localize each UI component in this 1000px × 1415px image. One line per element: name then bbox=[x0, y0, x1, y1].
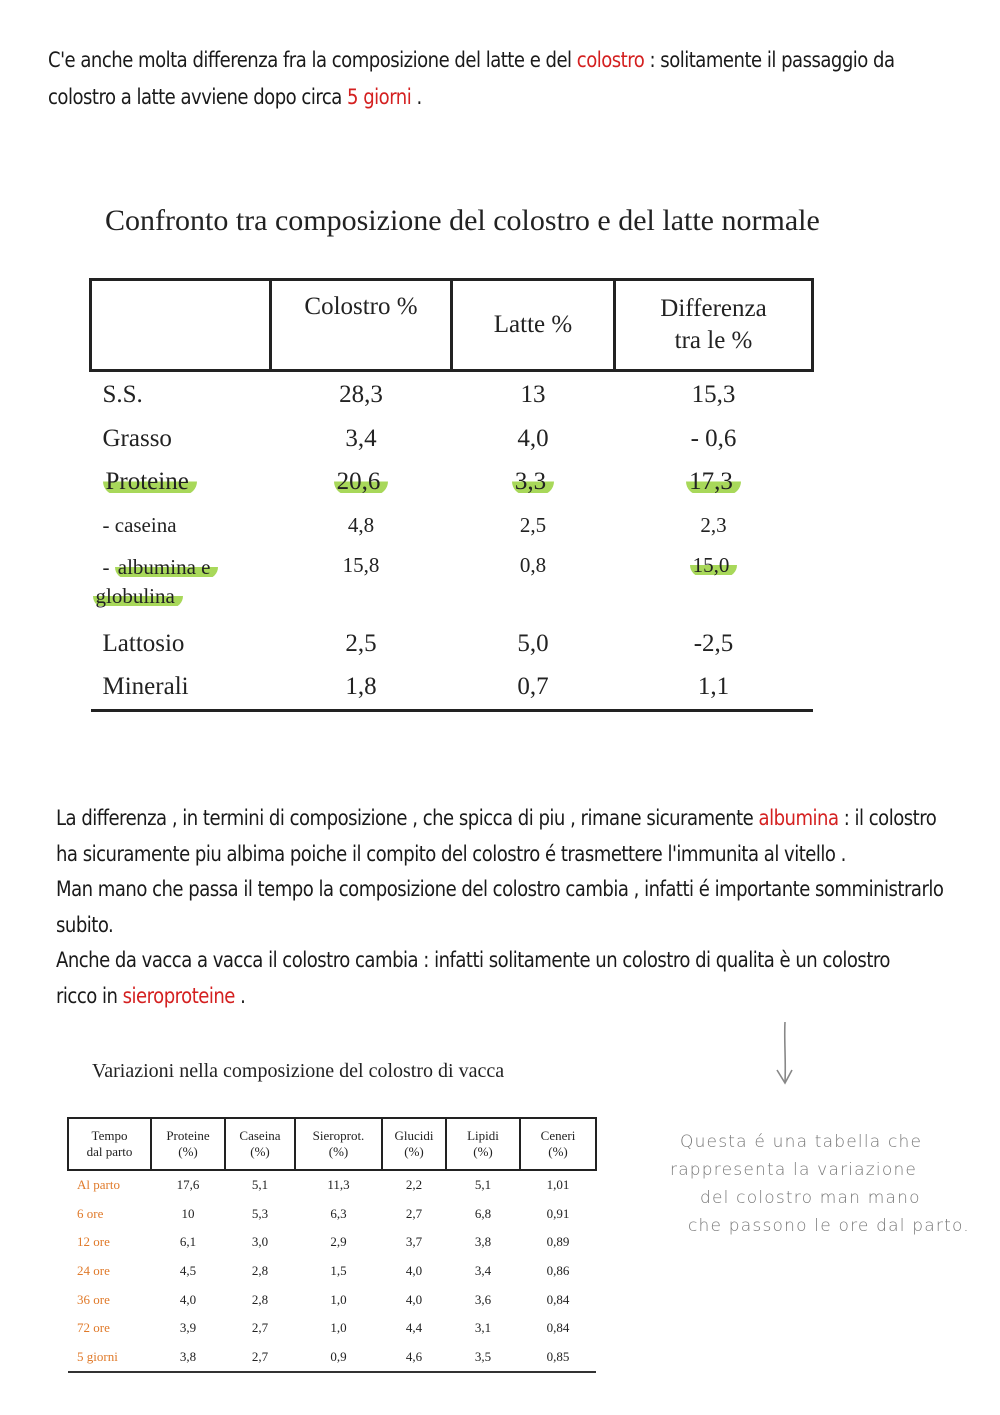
cell-proteine: 4,5 bbox=[179, 1263, 197, 1279]
header-lipidi bbox=[446, 1118, 520, 1170]
cell-time: Al parto bbox=[77, 1177, 120, 1193]
cell-lipidi: 3,4 bbox=[474, 1263, 492, 1279]
cell-sieroprot: 2,9 bbox=[330, 1234, 347, 1250]
intro-line-1 bbox=[48, 42, 895, 78]
cell-latte: 0,8 bbox=[519, 552, 547, 577]
intro-text: . bbox=[411, 85, 422, 109]
variation-table bbox=[67, 1117, 597, 1373]
header-text: (%) bbox=[548, 1144, 568, 1159]
row-label-highlighted: Proteine bbox=[103, 468, 197, 495]
table-header-row bbox=[68, 1118, 596, 1170]
note-line: che passono le ore dal parto. bbox=[688, 1216, 970, 1236]
para-text: La differenza , in termini di composizione , che spicca di piu , rimane sicuramente bbox=[56, 806, 759, 830]
header-text: Proteine bbox=[166, 1128, 210, 1143]
cell-diff: - 0,6 bbox=[690, 425, 737, 452]
table-row bbox=[68, 1170, 596, 1200]
table2-title: Variazioni nella composizione del colostro di vacca bbox=[92, 1060, 505, 1082]
header-differenza: Differenza tra le % bbox=[615, 280, 813, 371]
cell-caseina: 2,7 bbox=[225, 1343, 295, 1373]
cell-sieroprot: 0,9 bbox=[295, 1343, 382, 1373]
cell-proteine: 3,9 bbox=[179, 1320, 197, 1336]
cell-lipidi: 3,8 bbox=[474, 1234, 492, 1250]
cell-time: 72 ore bbox=[77, 1320, 110, 1336]
header-text: (%) bbox=[473, 1144, 493, 1159]
comparison-table bbox=[89, 278, 814, 712]
cell-diff: -2,5 bbox=[693, 630, 734, 657]
keyword-sieroproteine: sieroproteine bbox=[122, 984, 235, 1008]
cell-latte: 13 bbox=[520, 380, 546, 408]
cell-diff: 1,1 bbox=[615, 666, 813, 711]
note-line: Questa é una tabella che bbox=[680, 1132, 923, 1152]
header-tempo bbox=[68, 1118, 151, 1170]
cell-colostro: 3,4 bbox=[345, 425, 377, 452]
header-text: dal parto bbox=[86, 1144, 133, 1159]
cell-glucidi: 4,0 bbox=[405, 1291, 423, 1307]
cell-sieroprot: 1,0 bbox=[330, 1291, 347, 1307]
header-text: Caseina bbox=[239, 1128, 281, 1143]
table-row bbox=[68, 1285, 596, 1314]
para-line-2: ha sicuramente piu albima poiche il compito del colostro é trasmettere l'immunita al vitello . bbox=[56, 842, 846, 866]
cell-colostro: 28,3 bbox=[339, 380, 383, 408]
table-row bbox=[91, 504, 813, 547]
para-text: : il colostro bbox=[838, 806, 937, 830]
cell-glucidi: 2,2 bbox=[405, 1177, 423, 1193]
cell-ceneri: 1,01 bbox=[546, 1177, 570, 1193]
handwritten-note bbox=[670, 1128, 990, 1240]
cell-proteine: 3,8 bbox=[151, 1343, 225, 1373]
table-row bbox=[68, 1314, 596, 1343]
cell-proteine: 6,1 bbox=[179, 1234, 197, 1250]
cell-colostro-highlighted: 20,6 bbox=[334, 468, 389, 495]
row-label: Lattosio bbox=[102, 630, 185, 657]
table-row bbox=[68, 1200, 596, 1229]
cell-colostro: 2,5 bbox=[345, 630, 377, 657]
header-text: (%) bbox=[404, 1144, 424, 1159]
cell-time: 24 ore bbox=[77, 1263, 110, 1279]
keyword-albumina: albumina bbox=[758, 806, 839, 830]
cell-sieroprot: 1,5 bbox=[330, 1263, 347, 1279]
cell-lipidi: 3,5 bbox=[446, 1343, 520, 1373]
cell-glucidi: 4,0 bbox=[405, 1263, 423, 1279]
cell-diff: 2,3 bbox=[700, 512, 727, 537]
para-line-5: Anche da vacca a vacca il colostro cambia : infatti solitamente un colostro di qualita è un colostro bbox=[56, 948, 890, 972]
cell-lipidi: 3,1 bbox=[474, 1320, 492, 1336]
header-ceneri bbox=[520, 1118, 596, 1170]
para-text: . bbox=[234, 984, 246, 1008]
cell-time: 5 giorni bbox=[68, 1343, 151, 1373]
intro-text: colostro a latte avviene dopo circa bbox=[48, 85, 348, 109]
cell-sieroprot: 11,3 bbox=[327, 1177, 350, 1193]
table1-title: Confronto tra composizione del colostro e del latte normale bbox=[105, 204, 820, 237]
table-row bbox=[91, 418, 813, 461]
cell-latte: 2,5 bbox=[519, 512, 547, 537]
intro-text: C'e anche molta differenza fra la composizione del latte e del bbox=[48, 48, 577, 72]
cell-caseina: 2,7 bbox=[251, 1320, 269, 1336]
cell-caseina: 5,3 bbox=[251, 1205, 269, 1221]
table-row bbox=[68, 1257, 596, 1286]
intro-line-2 bbox=[48, 79, 422, 115]
cell-caseina: 3,0 bbox=[251, 1234, 269, 1250]
header-empty bbox=[91, 280, 271, 371]
para-line-1 bbox=[56, 800, 936, 836]
cell-time: 12 ore bbox=[77, 1234, 110, 1250]
label-albumina-highlighted: albumina e bbox=[115, 555, 219, 579]
cell-colostro: 1,8 bbox=[271, 666, 452, 711]
row-label: - caseina bbox=[102, 512, 177, 537]
row-label: S.S. bbox=[102, 380, 143, 408]
cell-ceneri: 0,91 bbox=[546, 1205, 570, 1221]
cell-caseina: 2,8 bbox=[251, 1263, 269, 1279]
header-latte: Latte % bbox=[452, 280, 615, 371]
cell-proteine: 10 bbox=[181, 1205, 195, 1221]
cell-colostro: 4,8 bbox=[347, 512, 375, 537]
cell-latte-highlighted: 3,3 bbox=[512, 468, 554, 495]
cell-latte: 0,7 bbox=[452, 666, 615, 711]
note-line: del colostro man mano bbox=[700, 1188, 921, 1208]
header-text: Tempo bbox=[91, 1128, 128, 1143]
table-row bbox=[91, 547, 813, 623]
cell-proteine: 17,6 bbox=[176, 1177, 200, 1193]
keyword-5-giorni: 5 giorni bbox=[347, 85, 412, 109]
table-row bbox=[91, 623, 813, 666]
cell-time: 6 ore bbox=[77, 1205, 104, 1221]
cell-ceneri: 0,86 bbox=[546, 1263, 570, 1279]
cell-glucidi: 3,7 bbox=[405, 1234, 423, 1250]
para-text: ricco in bbox=[56, 984, 123, 1008]
cell-glucidi: 4,4 bbox=[405, 1320, 423, 1336]
cell-lipidi: 5,1 bbox=[474, 1177, 492, 1193]
cell-ceneri: 0,85 bbox=[520, 1343, 596, 1373]
header-text: Sieroprot. bbox=[312, 1128, 365, 1143]
header-text: Lipidi bbox=[467, 1128, 499, 1143]
table-row bbox=[68, 1343, 596, 1373]
para-line-6 bbox=[56, 978, 245, 1014]
cell-sieroprot: 6,3 bbox=[330, 1205, 347, 1221]
cell-latte: 4,0 bbox=[517, 425, 549, 452]
row-label: Minerali bbox=[91, 666, 271, 711]
header-proteine bbox=[151, 1118, 225, 1170]
table-row bbox=[68, 1228, 596, 1257]
header-text: (%) bbox=[178, 1144, 198, 1159]
header-caseina bbox=[225, 1118, 295, 1170]
header-text: (%) bbox=[328, 1144, 349, 1159]
cell-glucidi: 4,6 bbox=[382, 1343, 446, 1373]
cell-diff-highlighted: 17,3 bbox=[686, 468, 741, 495]
header-text: (%) bbox=[250, 1144, 270, 1159]
header-text: Glucidi bbox=[394, 1128, 434, 1143]
header-sieroprot bbox=[295, 1118, 382, 1170]
table-row bbox=[91, 666, 813, 711]
header-glucidi bbox=[382, 1118, 446, 1170]
table-row bbox=[91, 461, 813, 504]
cell-time: 36 ore bbox=[77, 1291, 110, 1307]
cell-ceneri: 0,84 bbox=[546, 1291, 570, 1307]
cell-glucidi: 2,7 bbox=[405, 1205, 423, 1221]
cell-latte: 5,0 bbox=[517, 630, 549, 657]
row-label: - albumina e globulina bbox=[91, 547, 271, 623]
keyword-colostro: colostro bbox=[576, 48, 645, 72]
row-label: Grasso bbox=[102, 425, 172, 452]
table-header-row bbox=[91, 280, 813, 371]
cell-ceneri: 0,84 bbox=[546, 1320, 570, 1336]
cell-colostro: 15,8 bbox=[342, 552, 380, 577]
cell-ceneri: 0,89 bbox=[546, 1234, 570, 1250]
para-line-4: subito. bbox=[56, 913, 114, 937]
arrow-down-icon bbox=[772, 1020, 798, 1088]
cell-diff: 15,3 bbox=[691, 380, 736, 408]
cell-sieroprot: 1,0 bbox=[330, 1320, 347, 1336]
cell-caseina: 5,1 bbox=[251, 1177, 269, 1193]
cell-lipidi: 6,8 bbox=[474, 1205, 492, 1221]
intro-text: : solitamente il passaggio da bbox=[644, 48, 895, 72]
cell-lipidi: 3,6 bbox=[474, 1291, 492, 1307]
label-globulina-highlighted: globulina bbox=[93, 584, 183, 608]
header-text: Ceneri bbox=[540, 1128, 576, 1143]
cell-diff-highlighted: 15,0 bbox=[690, 553, 738, 577]
table-row bbox=[91, 371, 813, 418]
header-colostro: Colostro % bbox=[271, 280, 452, 371]
cell-caseina: 2,8 bbox=[251, 1291, 269, 1307]
cell-proteine: 4,0 bbox=[179, 1291, 197, 1307]
para-line-3: Man mano che passa il tempo la composizione del colostro cambia , infatti é importante somministrarlo bbox=[56, 877, 944, 901]
note-line: rappresenta la variazione bbox=[670, 1160, 918, 1180]
